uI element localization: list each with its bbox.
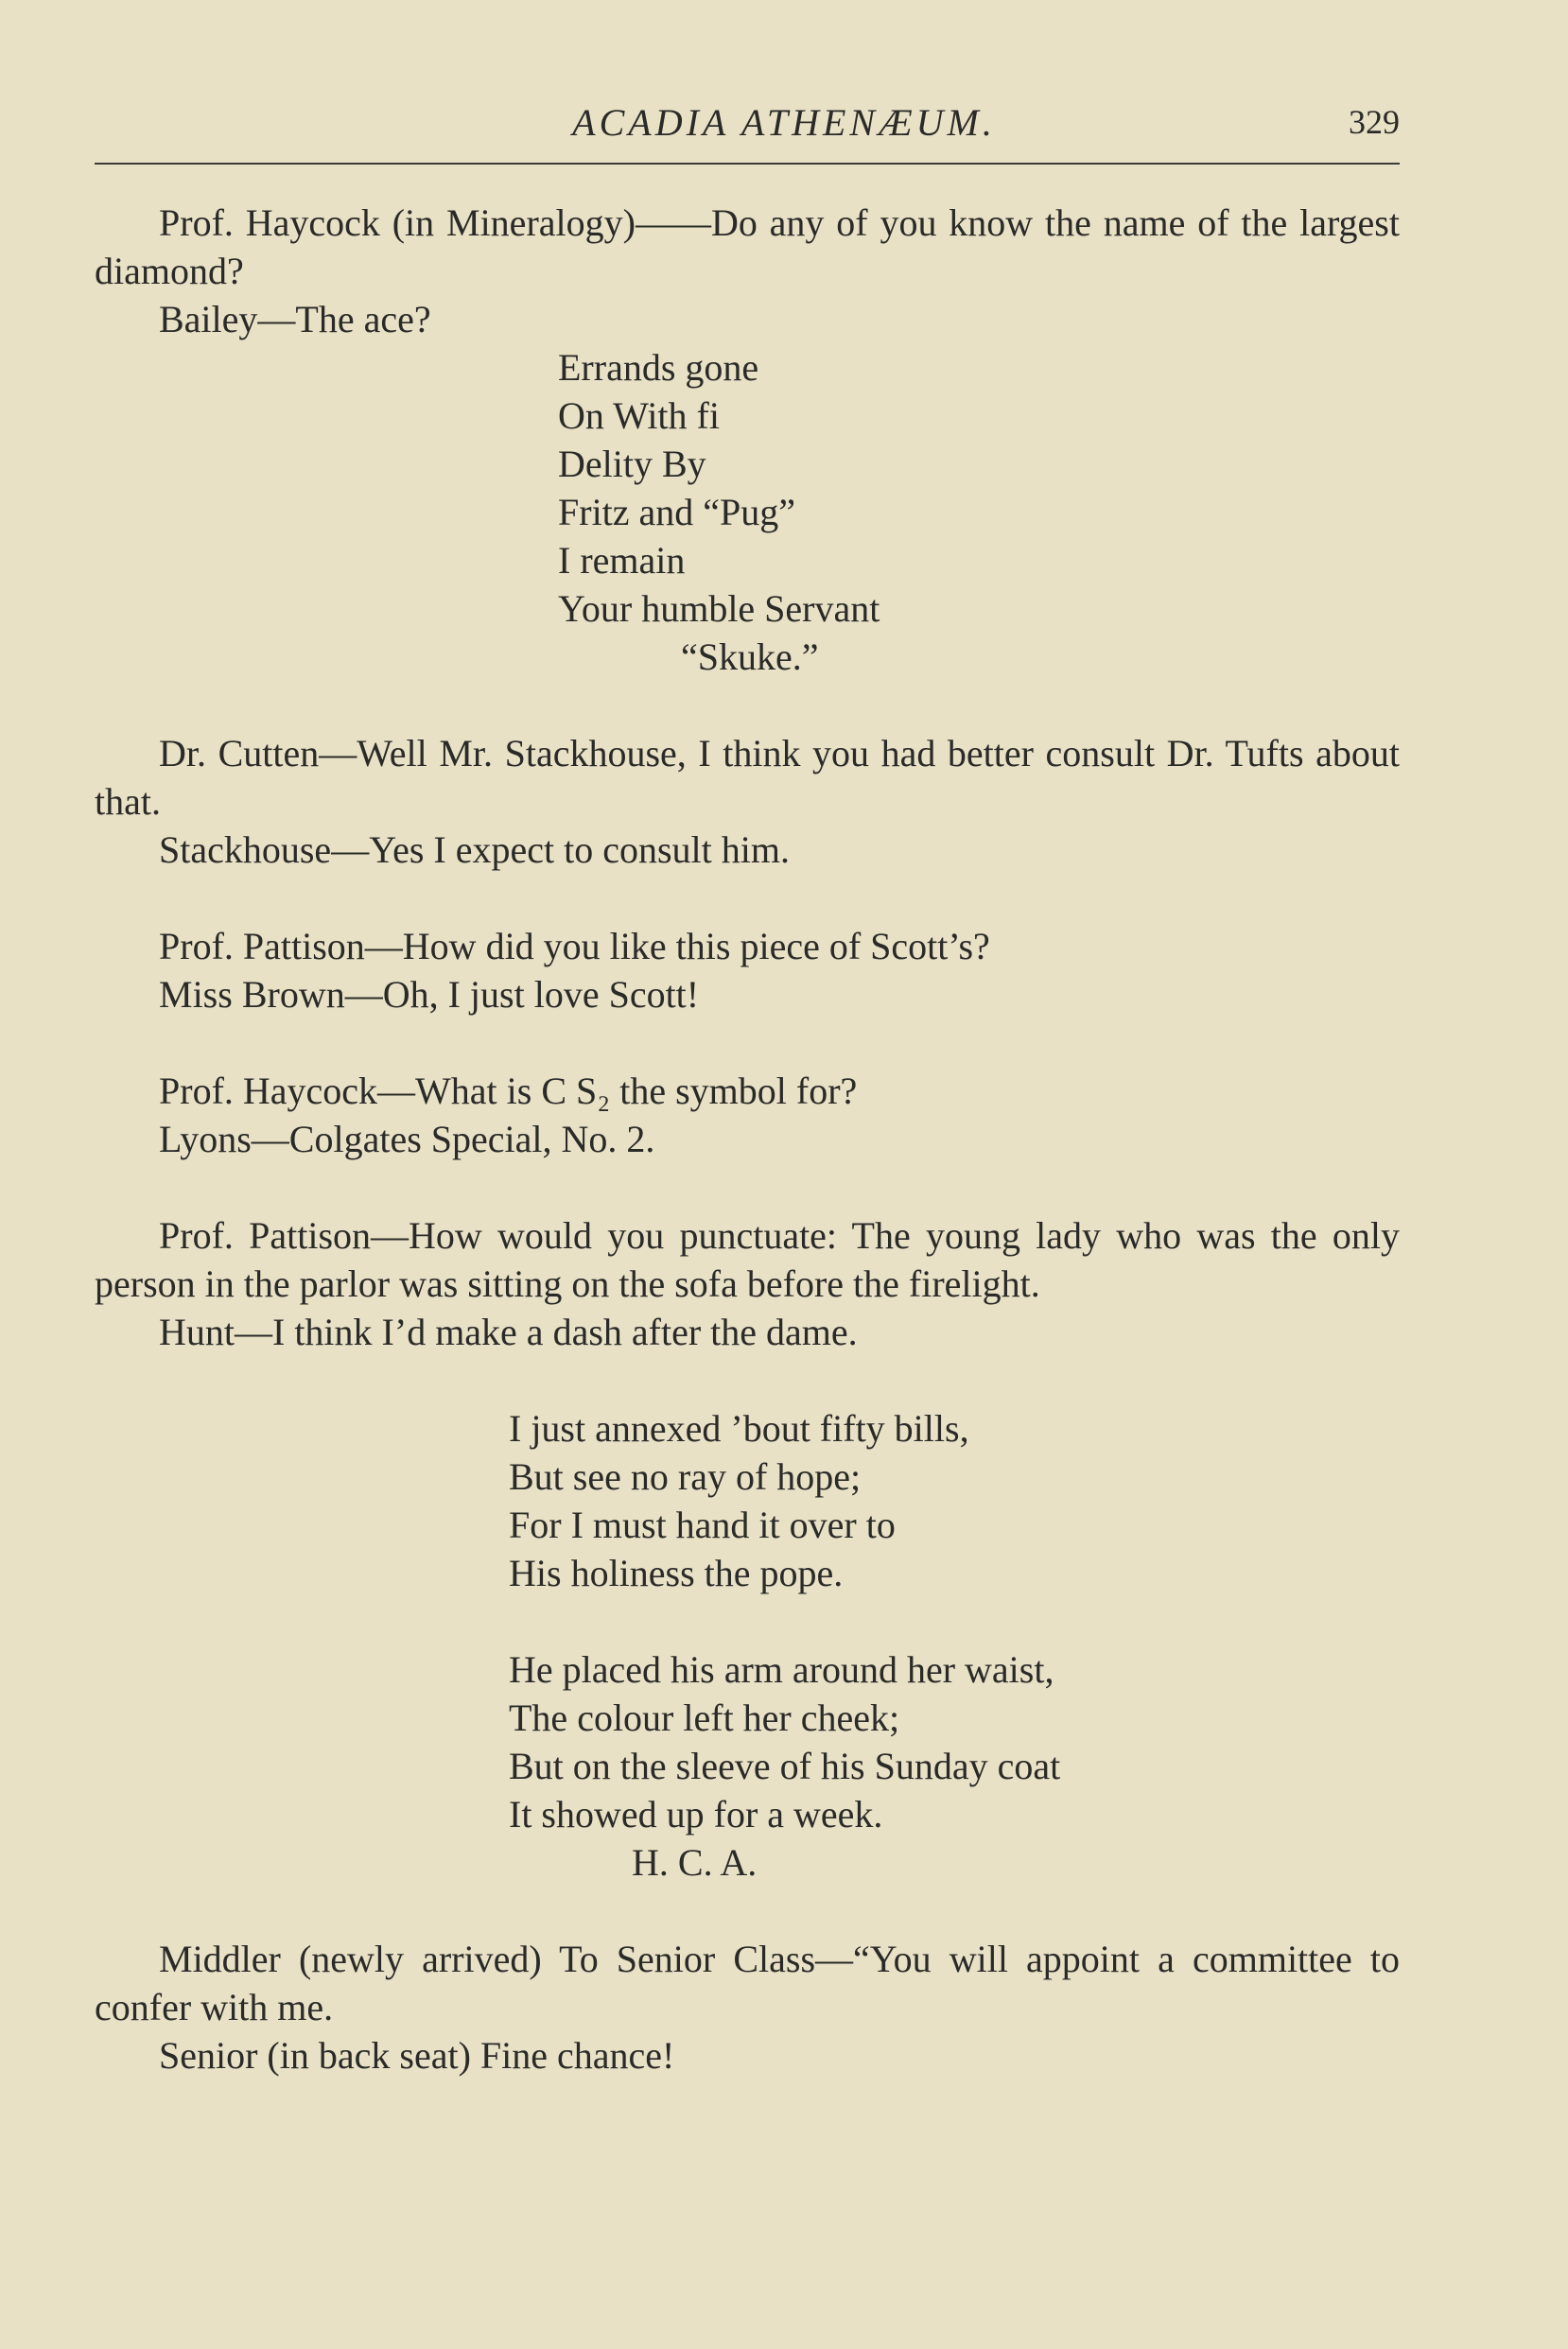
verse-stanza [95,1404,1400,1597]
paragraph: Senior (in back seat) Fine chance! [159,2034,675,2077]
running-head [0,95,1568,151]
running-title: ACADIA ATHENÆUM. [572,101,996,144]
verse-stanza [95,1645,1400,1887]
verse-line: Errands gone [558,346,759,389]
verse-line: On With fi [558,394,720,437]
spacer [95,1887,1400,1935]
paragraph: Lyons—Colgates Special, No. 2. [159,1118,655,1160]
verse-line: I just annexed ’bout fifty bills, [509,1407,969,1450]
header-rule [95,163,1400,165]
paragraph: Middler (newly arrived) To Senior Class—“You will appoint a committee to confer with me. [95,1938,1400,2028]
spacer [95,1597,1400,1645]
verse-signature: “Skuke.” [681,635,819,678]
spacer [95,874,1400,922]
signoff-verse [95,343,1400,681]
paragraph: Bailey—The ace? [159,298,431,340]
paragraph: Dr. Cutten—Well Mr. Stackhouse, I think you had better consult Dr. Tufts about that. [95,732,1400,823]
spacer [95,1163,1400,1211]
verse-line: The colour left her cheek; [509,1696,900,1739]
verse-line: But see no ray of hope; [509,1455,862,1498]
paragraph: Prof. Pattison—How would you punctuate: The young lady who was the only person in the parlor was sitting on the sofa before the firelight. [95,1214,1400,1305]
spacer [95,681,1400,729]
page-number: 329 [1349,103,1400,141]
body-text [95,199,1400,2079]
spacer [95,1356,1400,1404]
verse-line: For I must hand it over to [509,1504,896,1546]
verse-line: Delity By [558,443,706,485]
verse-signature: H. C. A. [632,1841,758,1884]
spacer [95,1018,1400,1067]
paragraph: Miss Brown—Oh, I just love Scott! [159,973,700,1016]
verse-line: His holiness the pope. [509,1552,844,1594]
paragraph: Prof. Pattison—How did you like this piece of Scott’s? [159,925,990,967]
verse-line: Your humble Servant [558,587,880,630]
paragraph: Stackhouse—Yes I expect to consult him. [159,828,790,871]
paragraph: Prof. Haycock (in Mineralogy)——Do any of you know the name of the largest diamond? [95,201,1400,292]
verse-line: It showed up for a week. [509,1793,883,1836]
paragraph: Prof. Haycock—What is C S₂ the symbol for? [159,1070,858,1112]
paragraph: Hunt—I think I’d make a dash after the dame. [159,1311,858,1353]
verse-line: He placed his arm around her waist, [509,1648,1054,1691]
verse-line: Fritz and “Pug” [558,491,796,533]
verse-line: I remain [558,539,686,582]
verse-line: But on the sleeve of his Sunday coat [509,1745,1061,1787]
